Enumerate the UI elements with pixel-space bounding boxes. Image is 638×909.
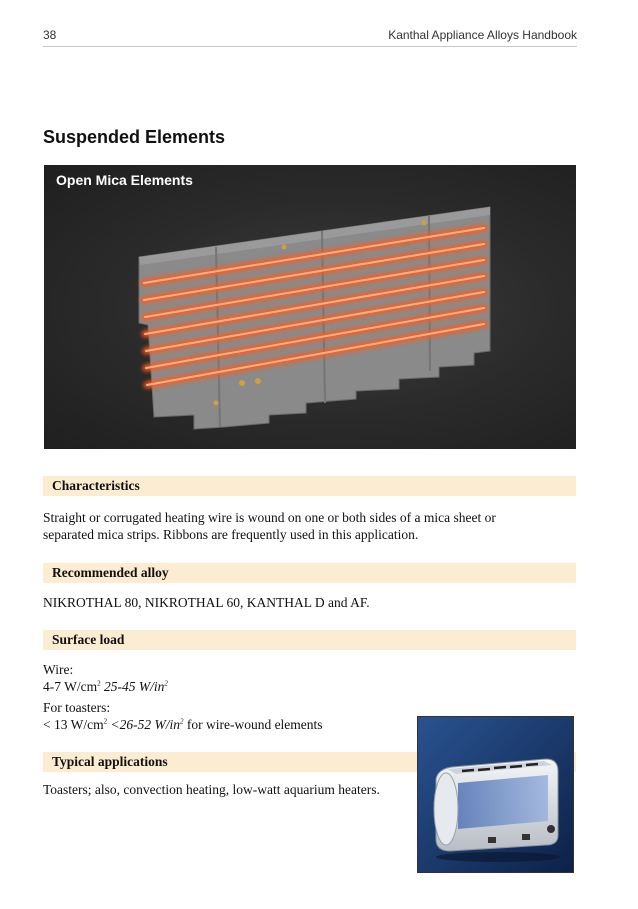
characteristics-heading: Characteristics <box>52 478 140 493</box>
typical-applications-text: Toasters; also, convection heating, low-watt aquarium heaters. <box>43 782 380 797</box>
page-number: 38 <box>43 28 57 42</box>
mica-element-illustration <box>44 165 576 449</box>
toaster-imperial-value: <26-52 W/in <box>110 717 180 732</box>
recommended-alloy-heading-band <box>43 563 576 583</box>
typical-applications-heading: Typical applications <box>52 754 168 769</box>
recommended-alloy-text: NIKROTHAL 80, NIKROTHAL 60, KANTHAL D and AF. <box>43 595 370 610</box>
toaster-illustration <box>418 717 573 872</box>
toaster-metric-value: < 13 W/cm <box>43 717 104 732</box>
characteristics-text <box>43 509 496 543</box>
characteristics-line-2: separated mica strips. Ribbons are frequently used in this application. <box>43 527 419 542</box>
section-title: Suspended Elements <box>43 127 226 147</box>
surface-load-heading-band <box>43 630 576 650</box>
surface-load-text <box>43 661 323 733</box>
toaster-label: For toasters: <box>43 700 111 715</box>
wire-metric-value: 4-7 W/cm <box>43 679 98 694</box>
mica-element-photo <box>44 165 576 449</box>
wire-label: Wire: <box>43 662 74 677</box>
recommended-alloy-heading: Recommended alloy <box>52 565 169 580</box>
figure-caption: Open Mica Elements <box>56 172 193 188</box>
characteristics-line-1: Straight or corrugated heating wire is wound on one or both sides of a mica sheet or <box>43 510 496 525</box>
toaster-photo <box>417 716 574 873</box>
running-title: Kanthal Appliance Alloys Handbook <box>388 28 577 42</box>
toaster-suffix: for wire-wound elements <box>186 717 323 732</box>
page-header <box>43 28 577 47</box>
toaster-values: < 13 $W/cm^2 <26-52$ $W/in^2$ for wire-wound elements <box>43 717 323 732</box>
wire-values: 4-7 $W/cm^2$ 25-45 $W/in^2$ <box>43 679 168 694</box>
surface-load-heading: Surface load <box>52 632 125 647</box>
wire-imperial-value: 25-45 W/in <box>104 679 165 694</box>
characteristics-heading-band <box>43 476 576 496</box>
